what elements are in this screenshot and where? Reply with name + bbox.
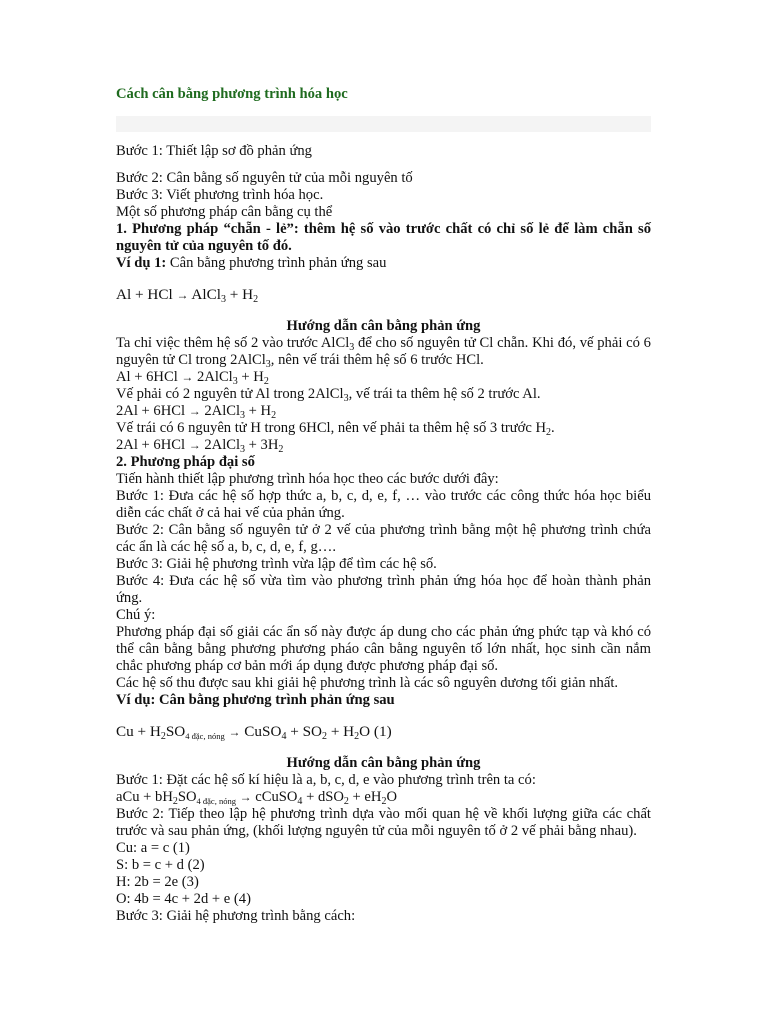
method2-step-1: Bước 1: Đưa các hệ số hợp thức a, b, c, d, e, f, … vào trước các công thức hóa học biểu diễn các chất ở cả hai vế của phản ứng.	[116, 488, 651, 521]
document-title: Cách cân bằng phương trình hóa học	[116, 86, 348, 102]
method2-guide-step-1: Bước 1: Đặt các hệ số kí hiệu là a, b, c, d, e vào phương trình trên ta có:	[116, 772, 536, 788]
method2-intro: Tiến hành thiết lập phương trình hóa học theo các bước dưới đây:	[116, 471, 499, 487]
method1-guide-heading: Hướng dẫn cân bằng phản ứng	[286, 318, 481, 334]
example-label: Ví dụ 1:	[116, 255, 167, 271]
equation-3: 2Al + 6HCl → 2AlCl$_3$ + $H_2$	[116, 403, 277, 421]
intro-step-3: Bước 3: Viết phương trình hóa học.	[116, 187, 324, 203]
arrow-icon: →	[188, 404, 201, 418]
arrow-icon: →	[188, 438, 201, 452]
arrow-icon: →	[176, 288, 189, 302]
method2-heading: 2. Phương pháp đại số	[116, 454, 255, 470]
equation-1: Al + HCl → AlCl$_3$ + $H_2$	[116, 286, 259, 305]
result-text: Các hệ số thu được sau khi giải hệ phương trình là các sô nguyên dương tối giản nhất.	[116, 675, 619, 691]
shaded-divider	[116, 116, 651, 132]
equation-o: O: 4b = 4c + 2d + e (4)	[116, 891, 251, 907]
arrow-icon: →	[228, 725, 241, 739]
arrow-icon: →	[181, 370, 194, 384]
example-text: Cân bằng phương trình phản ứng sau	[166, 255, 387, 271]
intro-step-1: Bước 1: Thiết lập sơ đồ phản ứng	[116, 143, 312, 159]
method2-guide-step-2: Bước 2: Tiếp theo lập hệ phương trình dựa vào mối quan hệ về khối lượng giữa các chất trước và sau phản ứng, (khối lượng nguyên tử của mỗi nguyên tố ở 2 vế phải bằng nhau).	[116, 806, 651, 839]
equation-2: Al + 6HCl → 2AlCl$_3$ + $H_2$	[116, 369, 269, 387]
method1-paragraph-1: Ta chỉ việc thêm hệ số 2 vào trước AlCl$_3$ để cho số nguyên tử Cl chẵn. Khi đó, vế phải có 6 nguyên tử Cl trong 2AlCl$_3$, nên vế trái thêm hệ số 6 trước HCl.	[116, 335, 651, 370]
method2-guide-heading: Hướng dẫn cân bằng phản ứng	[286, 755, 481, 771]
method2-example-heading: Ví dụ: Cân bằng phương trình phản ứng sau	[116, 692, 395, 708]
method2-step-4: Bước 4: Đưa các hệ số vừa tìm vào phương trình phản ứng hóa học để hoàn thành phản ứng.	[116, 573, 651, 606]
methods-intro: Một số phương pháp cân bằng cụ thể	[116, 204, 333, 220]
equation-s: S: b = c + d (2)	[116, 857, 205, 873]
note-label: Chú ý:	[116, 607, 156, 623]
document-content	[116, 86, 651, 925]
method1-heading: 1. Phương pháp “chẵn - lẻ”: thêm hệ số vào trước chất có chỉ số lẻ để làm chẵn số nguyên tử của nguyên tố đó.	[116, 221, 651, 254]
method1-example	[116, 255, 651, 272]
method2-step-2: Bước 2: Cân bằng số nguyên tử ở 2 vế của phương trình bằng một hệ phương trình chứa các ẩn là các hệ số a, b, c, d, e, f, g….	[116, 522, 651, 555]
method1-paragraph-2: Vế phải có 2 nguyên tử Al trong 2AlCl$_3$, vế trái ta thêm hệ số 2 trước Al.	[116, 386, 541, 404]
equation-6: aCu + $bH_2SO_{4 đặc, nóng}$ → cCuSO$_4$ + $dSO_2 + eH_2O$	[116, 789, 397, 807]
equation-h: H: 2b = 2e (3)	[116, 874, 199, 890]
equation-cu: Cu: a = c (1)	[116, 840, 190, 856]
note-text: Phương pháp đại số giải các ẩn số này được áp dung cho các phản ứng phức tạp và khó có thể cân bằng bằng phương phương pháo cân bằng nguyên tố lớn nhất, học sinh cần nắm chắc phương pháp cơ bản mới áp dụng được phương pháp đại số.	[116, 624, 651, 674]
equation-5: $Cu + H_2SO_{4 đặc, nóng}$ → CuSO$_4$ + $SO_2 + H_2O$ (1)	[116, 723, 392, 742]
method1-paragraph-3: Vế trái có 6 nguyên tử H trong 6HCl, nên vế phải ta thêm hệ số 3 trước $H_2$.	[116, 420, 555, 438]
equation-4: 2Al + 6HCl → 2AlCl$_3$ + $3H_2$	[116, 437, 284, 455]
intro-step-2: Bước 2: Cân bằng số nguyên tử của mỗi nguyên tố	[116, 170, 413, 186]
method2-guide-step-3: Bước 3: Giải hệ phương trình bằng cách:	[116, 908, 356, 924]
method2-step-3: Bước 3: Giải hệ phương trình vừa lập để tìm các hệ số.	[116, 556, 437, 572]
arrow-icon: →	[239, 790, 252, 804]
